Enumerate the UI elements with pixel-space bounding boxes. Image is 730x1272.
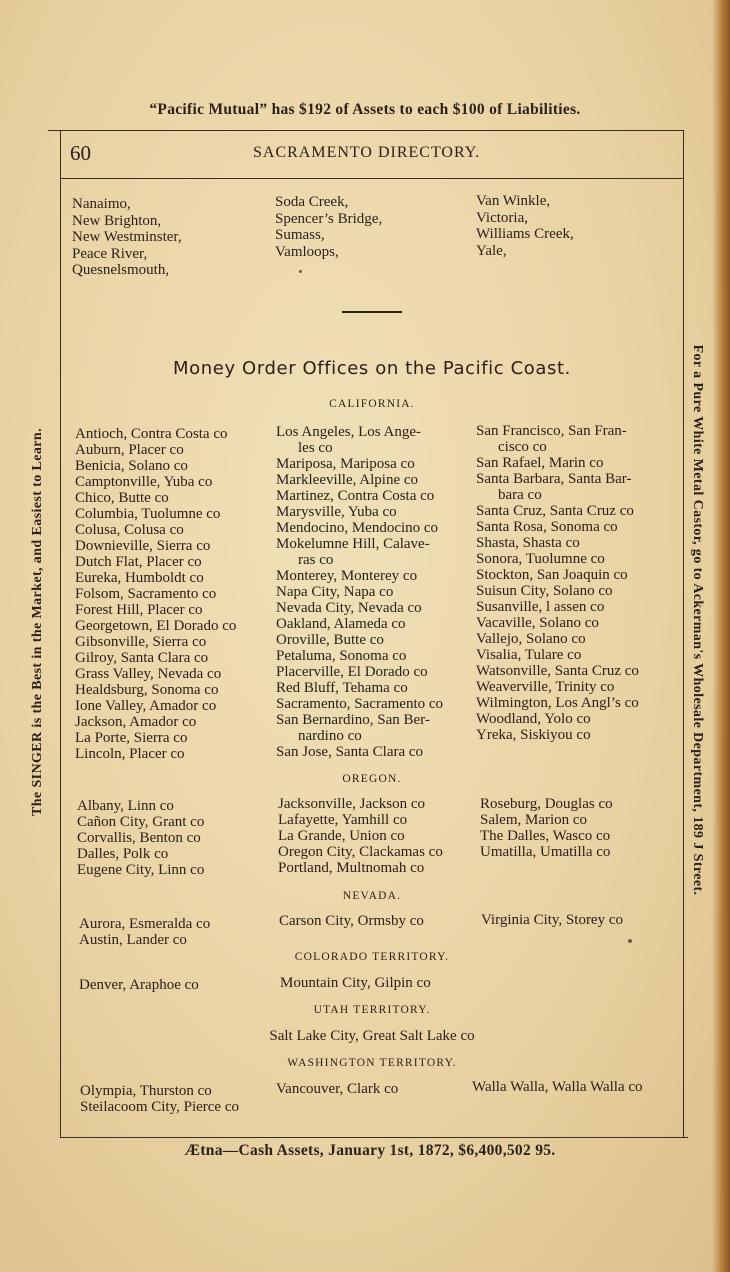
directory-entry: Corvallis, Benton co (77, 830, 201, 846)
washington-entry-2: Vancouver, Clark co (276, 1081, 399, 1097)
directory-entry: Jackson, Amador co (75, 714, 197, 730)
directory-entry: Watsonville, Santa Cruz co (476, 663, 639, 679)
bottom-rule (60, 1137, 688, 1138)
nevada-column-3 (481, 912, 623, 928)
directory-entry: Antioch, Contra Costa co (75, 426, 228, 442)
directory-entry: bara co (498, 487, 542, 503)
directory-entry: Steilacoom City, Pierce co (80, 1099, 239, 1115)
directory-entry: Spencer’s Bridge, (275, 210, 383, 227)
directory-entry: Benicia, Solano co (75, 458, 188, 474)
directory-entry: Yreka, Siskiyou co (476, 727, 591, 743)
directory-entry: Red Bluff, Tehama co (276, 680, 408, 696)
directory-entry: Columbia, Tuolumne co (75, 506, 221, 522)
directory-entry: Placerville, El Dorado co (276, 664, 428, 680)
directory-entry: La Grande, Union co (278, 828, 405, 844)
directory-entry: Petaluma, Sonoma co (276, 648, 407, 664)
directory-entry: Lafayette, Yamhill co (278, 812, 408, 828)
washington-entry-3: Walla Walla, Walla Walla co (472, 1079, 643, 1095)
page-number: 60 (70, 141, 91, 165)
directory-entry: Grass Valley, Nevada co (75, 666, 222, 682)
state-heading-california: CALIFORNIA. (329, 398, 415, 410)
colorado-entry-1: Denver, Araphoe co (79, 977, 199, 993)
directory-entry: Vallejo, Solano co (476, 631, 586, 647)
directory-entry: San Bernardino, San Ber- (276, 712, 430, 728)
directory-entry: The Dalles, Wasco co (480, 828, 611, 844)
bc-column-2 (275, 194, 382, 260)
directory-entry: Virginia City, Storey co (481, 912, 624, 928)
directory-entry: Lincoln, Placer co (75, 746, 185, 762)
california-column-1 (75, 426, 236, 762)
directory-entry: San Francisco, San Fran- (476, 423, 627, 439)
right-margin-advertisement: For a Pure White Metal Castor, go to Ackerman's Wholesale Department, 189 J Street. (690, 344, 705, 896)
directory-entry: Suisun City, Solano co (476, 583, 613, 599)
directory-entry: cisco co (498, 439, 547, 455)
directory-entry: Santa Rosa, Sonoma co (476, 519, 618, 535)
state-heading-nevada: NEVADA. (342, 890, 402, 902)
directory-entry: Georgetown, El Dorado co (75, 618, 237, 634)
directory-entry: New Brighton, (72, 212, 162, 229)
directory-entry: Wilmington, Los Angl’s co (476, 695, 639, 711)
state-heading-utah: UTAH TERRITORY. (313, 1004, 431, 1016)
directory-entry: Quesnelsmouth, (72, 262, 170, 279)
directory-entry: Austin, Lander co (79, 932, 187, 948)
directory-entry: Stockton, San Joaquin co (476, 567, 628, 583)
directory-entry: Nevada City, Nevada co (276, 600, 422, 616)
directory-entry: Markleeville, Alpine co (276, 472, 419, 488)
directory-entry: Napa City, Napa co (276, 584, 394, 600)
directory-entry: Umatilla, Umatilla co (480, 844, 611, 860)
top-advertisement: “Pacific Mutual” has $192 of Assets to each $100 of Liabilities. (149, 101, 581, 118)
utah-entry: Salt Lake City, Great Salt Lake co (269, 1028, 475, 1044)
oregon-column-2 (278, 796, 443, 876)
directory-entry: Susanville, l assen co (476, 599, 605, 615)
directory-entry: ras co (298, 552, 334, 568)
directory-entry: Williams Creek, (476, 226, 574, 243)
california-column-2 (276, 424, 443, 760)
directory-entry: Soda Creek, (275, 194, 349, 210)
nevada-column-1 (79, 916, 210, 948)
directory-entry: Los Angeles, Los Ange- (276, 424, 421, 440)
directory-entry: Sumass, (275, 227, 325, 244)
directory-entry: Santa Cruz, Santa Cruz co (476, 503, 634, 519)
directory-entry: Oroville, Butte co (276, 632, 384, 648)
running-header: SACRAMENTO DIRECTORY. (253, 144, 481, 161)
directory-entry: Mokelumne Hill, Calave- (276, 536, 430, 552)
directory-entry: Oregon City, Clackamas co (278, 844, 443, 860)
ink-speck (299, 270, 302, 273)
directory-entry: Marysville, Yuba co (276, 504, 397, 520)
directory-entry: Victoria, (476, 209, 528, 226)
directory-entry: Colusa, Colusa co (75, 522, 184, 538)
nevada-column-2 (279, 913, 424, 929)
colorado-entry-2: Mountain City, Gilpin co (280, 975, 431, 991)
directory-entry: Gilroy, Santa Clara co (75, 650, 209, 666)
directory-entry: Aurora, Esmeralda co (79, 916, 211, 932)
directory-entry: Martinez, Contra Costa co (276, 488, 435, 504)
directory-entry: La Porte, Sierra co (75, 730, 188, 746)
section-divider (342, 311, 402, 313)
page-edge (712, 0, 730, 1272)
directory-entry: Oakland, Alameda co (276, 616, 406, 632)
directory-entry: Santa Barbara, Santa Bar- (476, 471, 632, 487)
bottom-advertisement: Ætna—Cash Assets, January 1st, 1872, $6,400,502 95. (184, 1142, 556, 1159)
directory-entry: Mendocino, Mendocino co (276, 520, 439, 536)
directory-entry: Dalles, Polk co (77, 846, 169, 862)
state-heading-oregon: OREGON. (342, 773, 402, 785)
oregon-column-1 (77, 798, 204, 878)
directory-entry: Van Winkle, (476, 193, 551, 209)
directory-entry: Roseburg, Douglas co (480, 796, 613, 812)
directory-entry: Salem, Marion co (480, 812, 588, 828)
washington-column-1 (80, 1083, 239, 1115)
directory-entry: Olympia, Thurston co (80, 1083, 212, 1099)
bc-column-1 (72, 196, 182, 279)
directory-entry: Vamloops, (275, 243, 339, 260)
directory-entry: Nanaimo, (72, 196, 131, 212)
directory-entry: Camptonville, Yuba co (75, 474, 213, 490)
directory-entry: Eureka, Humboldt co (75, 570, 204, 586)
california-column-3 (476, 423, 639, 743)
directory-entry: San Jose, Santa Clara co (276, 744, 424, 760)
directory-entry: Vacaville, Solano co (476, 615, 599, 631)
directory-entry: Sonora, Tuolumne co (476, 551, 605, 567)
state-heading-washington: WASHINGTON TERRITORY. (287, 1057, 457, 1069)
directory-entry: Folsom, Sacramento co (75, 586, 217, 602)
directory-entry: Yale, (476, 242, 507, 259)
oregon-column-3 (480, 796, 613, 860)
ink-speck (628, 939, 632, 943)
directory-entry: Mariposa, Mariposa co (276, 456, 415, 472)
directory-entry: San Rafael, Marin co (476, 455, 604, 471)
left-margin-advertisement: The SINGER is the Best in the Market, and Easiest to Learn. (30, 428, 45, 816)
directory-entry: Dutch Flat, Placer co (75, 554, 202, 570)
directory-entry: Chico, Butte co (75, 490, 169, 506)
directory-entry: Carson City, Ormsby co (279, 913, 424, 929)
directory-entry: Albany, Linn co (77, 798, 174, 814)
directory-entry: Gibsonville, Sierra co (75, 634, 207, 650)
section-title: Money Order Offices on the Pacific Coast. (173, 358, 571, 379)
directory-entry: Ione Valley, Amador co (75, 698, 217, 714)
directory-entry: Forest Hill, Placer co (75, 602, 203, 618)
directory-entry: nardino co (298, 728, 362, 744)
directory-entry: Portland, Multnomah co (278, 860, 425, 876)
directory-entry: Sacramento, Sacramento co (276, 696, 444, 712)
directory-entry: Healdsburg, Sonoma co (75, 682, 219, 698)
directory-entry: Auburn, Placer co (75, 442, 184, 458)
directory-entry: Monterey, Monterey co (276, 568, 418, 584)
top-rule (48, 130, 684, 131)
directory-entry: Jacksonville, Jackson co (278, 796, 426, 812)
bc-column-3 (476, 193, 574, 259)
directory-entry: Visalia, Tulare co (476, 647, 582, 663)
directory-entry: Peace River, (72, 245, 148, 262)
directory-entry: Weaverville, Trinity co (476, 679, 615, 695)
directory-entry: Woodland, Yolo co (476, 711, 591, 727)
directory-entry: Cañon City, Grant co (77, 814, 205, 830)
directory-entry: New Westminster, (72, 229, 182, 246)
directory-entry: Downieville, Sierra co (75, 538, 211, 554)
header-rule (60, 178, 683, 179)
directory-entry: les co (298, 440, 333, 456)
state-heading-colorado: COLORADO TERRITORY. (294, 951, 450, 963)
directory-entry: Eugene City, Linn co (77, 862, 205, 878)
directory-entry: Shasta, Shasta co (476, 535, 580, 551)
